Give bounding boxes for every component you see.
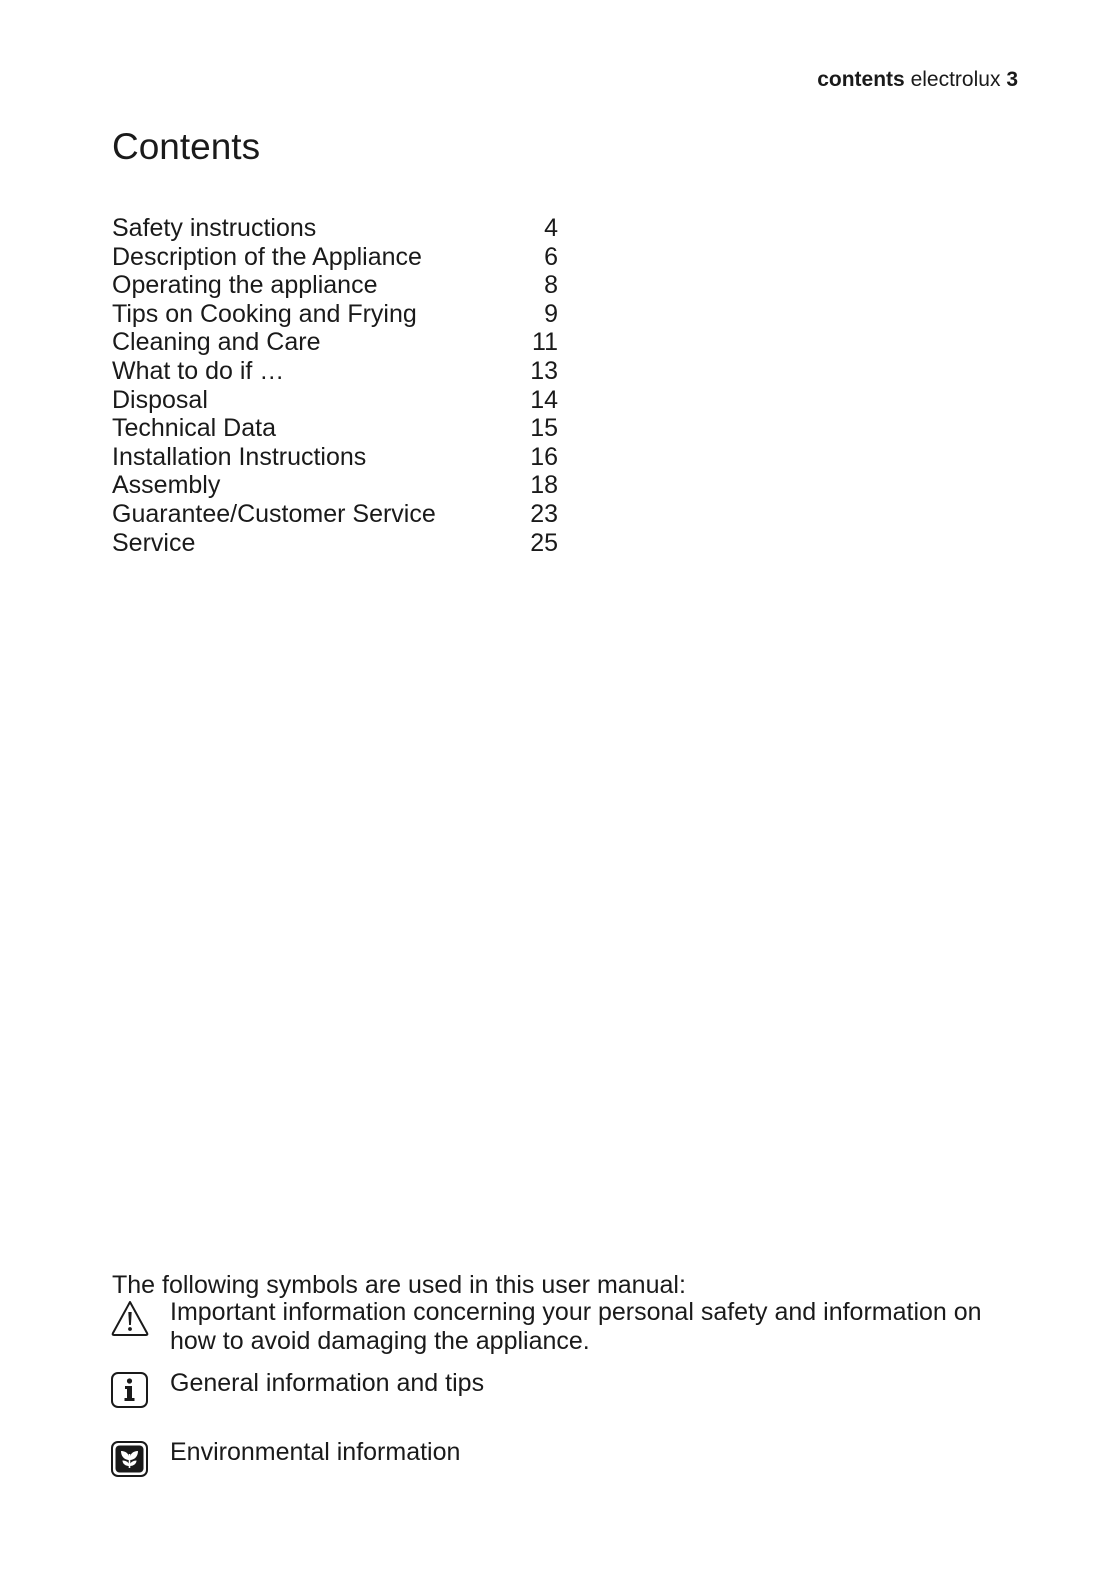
toc-entry-page: 8 <box>544 271 558 300</box>
toc-entry-label: Assembly <box>112 471 221 500</box>
toc-entry-label: Guarantee/Customer Service <box>112 499 436 528</box>
toc-entry-page: 23 <box>530 499 558 528</box>
toc-entry-page: 25 <box>530 528 558 557</box>
toc-entry-label: Tips on Cooking and Frying <box>112 299 417 328</box>
toc-entry[interactable] <box>112 500 558 529</box>
toc-entry[interactable] <box>112 414 558 443</box>
symbol-legend-text: General information and tips <box>170 1369 485 1397</box>
toc-entry[interactable] <box>112 471 558 500</box>
toc-entry[interactable] <box>112 271 558 300</box>
toc-entry-page: 13 <box>530 356 558 385</box>
toc-entry-label: Service <box>112 528 196 557</box>
toc-entry-page: 14 <box>530 385 558 414</box>
toc-entry-page: 16 <box>530 442 558 471</box>
toc-entry-page: 9 <box>544 299 558 328</box>
table-of-contents <box>112 214 558 557</box>
toc-entry-label: Description of the Appliance <box>112 242 422 271</box>
toc-entry[interactable] <box>112 443 558 472</box>
toc-entry-page: 18 <box>530 471 558 500</box>
toc-entry[interactable] <box>112 300 558 329</box>
toc-entry-label: Technical Data <box>112 414 276 443</box>
symbol-legend-text: Environmental information <box>170 1438 461 1466</box>
toc-entry-label: Installation Instructions <box>112 442 367 471</box>
toc-entry-page: 15 <box>530 414 558 443</box>
toc-entry[interactable] <box>112 386 558 415</box>
toc-entry[interactable] <box>112 214 558 243</box>
toc-entry-page: 4 <box>544 214 558 242</box>
toc-entry-label: Disposal <box>112 385 208 414</box>
symbol-legend-text: Important information concerning your personal safety and information on how to avoid damaging the appliance. <box>170 1298 982 1355</box>
running-head-section: contents <box>817 68 905 91</box>
running-head-brand: electrolux <box>910 68 1001 91</box>
toc-entry-label: What to do if … <box>112 356 285 385</box>
page-number: 3 <box>1006 68 1018 91</box>
toc-entry-page: 6 <box>544 242 558 271</box>
symbols-intro: The following symbols are used in this user manual: <box>112 1271 686 1299</box>
page-title: Contents <box>112 126 261 167</box>
environment-icon <box>110 1438 150 1478</box>
toc-entry[interactable] <box>112 357 558 386</box>
toc-entry[interactable] <box>112 243 558 272</box>
toc-entry-label: Operating the appliance <box>112 271 378 300</box>
toc-entry-label: Cleaning and Care <box>112 328 321 357</box>
toc-entry[interactable] <box>112 328 558 357</box>
toc-entry-page: 11 <box>532 328 558 357</box>
info-icon <box>110 1369 150 1409</box>
toc-entry[interactable] <box>112 529 558 558</box>
running-head <box>817 68 1018 92</box>
toc-entry-label: Safety instructions <box>112 214 317 242</box>
warning-triangle-icon <box>110 1298 150 1338</box>
